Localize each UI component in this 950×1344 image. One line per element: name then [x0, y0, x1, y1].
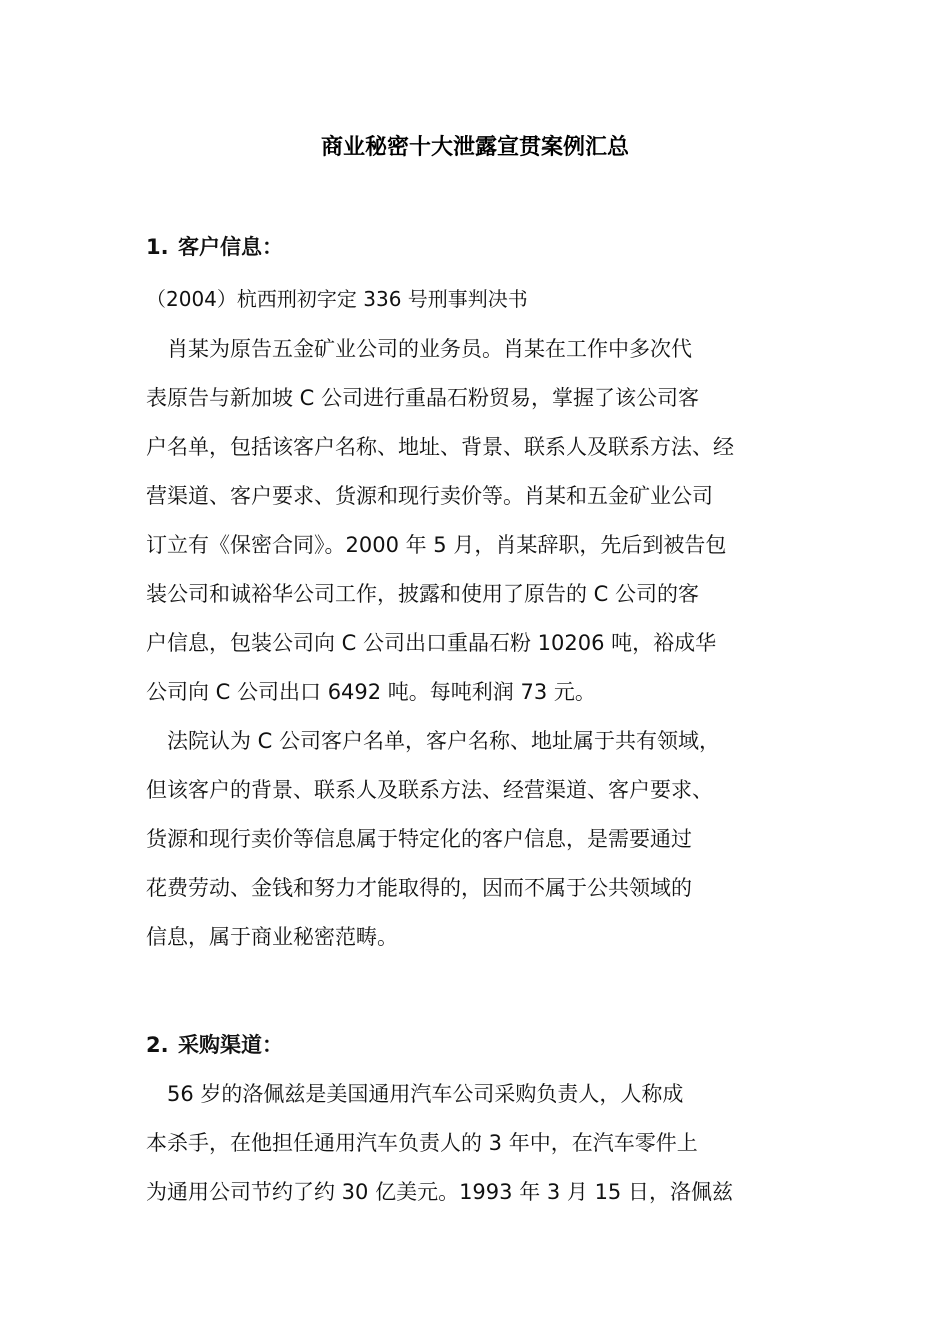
paragraph-line: 公司向 C 公司出口 6492 吨。每吨利润 73 元。 [146, 680, 596, 704]
case-reference-text: （2004）杭西刑初字定 336 号刑事判决书 [146, 287, 528, 311]
paragraph-line: 肖某为原告五金矿业公司的业务员。肖某在工作中多次代 [146, 337, 692, 361]
document-title: 商业秘密十大泄露宣贯案例汇总 [320, 135, 629, 160]
paragraph-line: 法院认为 C 公司客户名单，客户名称、地址属于共有领域， [146, 729, 721, 753]
paragraph-line: 但该客户的背景、联系人及联系方法、经营渠道、客户要求、 [146, 778, 713, 802]
paragraph-line: 本杀手，在他担任通用汽车负责人的 3 年中，在汽车零件上 [146, 1131, 698, 1155]
paragraph-line: 装公司和诚裕华公司工作，披露和使用了原告的 C 公司的客 [146, 582, 700, 606]
paragraph-line: 营渠道、客户要求、货源和现行卖价等。肖某和五金矿业公司 [146, 484, 713, 508]
paragraph-line: 56 岁的洛佩兹是美国通用汽车公司采购负责人，人称成 [146, 1082, 684, 1106]
section-2-heading [146, 1030, 812, 1060]
paragraph-line: 户信息，包装公司向 C 公司出口重晶石粉 10206 吨，裕成华 [146, 631, 717, 655]
paragraph-line: 户名单，包括该客户名称、地址、背景、联系人及联系方法、经 [146, 435, 734, 459]
section-1-paragraph-1 [146, 325, 812, 717]
section-1-title: 客户信息： [178, 235, 283, 259]
paragraph-line: 花费劳动、金钱和努力才能取得的，因而不属于公共领域的 [146, 876, 692, 900]
section-2-title: 采购渠道： [178, 1033, 283, 1057]
section-2-paragraph-1 [146, 1070, 812, 1217]
section-1-number: 1. [146, 235, 169, 259]
section-2-number: 2. [146, 1033, 169, 1057]
section-1-paragraph-2 [146, 717, 812, 962]
paragraph-line: 订立有《保密合同》。2000 年 5 月，肖某辞职，先后到被告包 [146, 533, 727, 557]
section-1-heading [146, 232, 812, 262]
paragraph-line: 为通用公司节约了约 30 亿美元。1993 年 3 月 15 日，洛佩兹 [146, 1180, 733, 1204]
paragraph-line: 信息，属于商业秘密范畴。 [146, 925, 398, 949]
paragraph-line: 表原告与新加坡 C 公司进行重晶石粉贸易，掌握了该公司客 [146, 386, 700, 410]
case-reference [146, 284, 812, 314]
paragraph-line: 货源和现行卖价等信息属于特定化的客户信息，是需要通过 [146, 827, 692, 851]
